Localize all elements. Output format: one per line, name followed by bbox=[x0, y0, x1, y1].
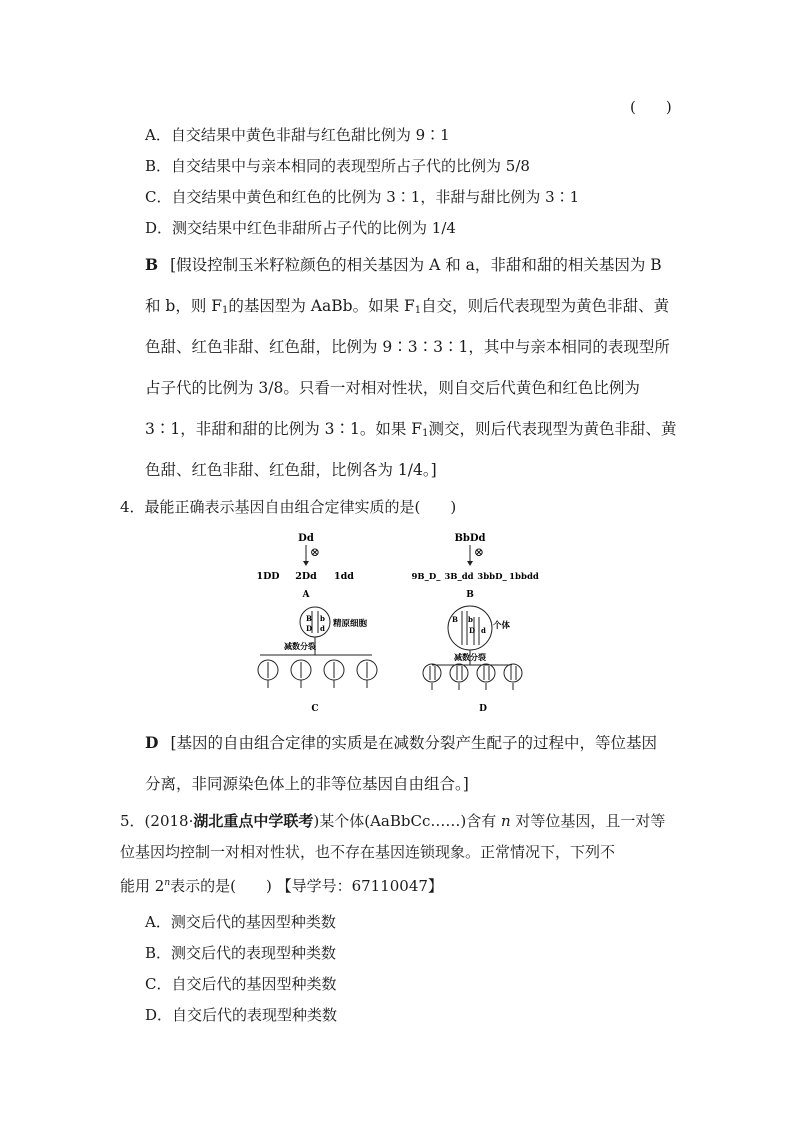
diagram-label: D bbox=[479, 704, 487, 714]
variable: n bbox=[500, 812, 511, 830]
q3-answer-letter: B bbox=[145, 255, 159, 274]
question-number: 4． bbox=[120, 498, 145, 516]
gene-label: d bbox=[320, 624, 325, 633]
option-letter: C． bbox=[145, 975, 172, 993]
spermatogonium-cell bbox=[300, 607, 330, 637]
gene-label: B bbox=[452, 615, 458, 624]
gamete-cell bbox=[504, 664, 522, 682]
diagram-a bbox=[256, 533, 354, 600]
option-text: 测交后代的表现型种类数 bbox=[171, 944, 337, 962]
option-text: 自交后代的表现型种类数 bbox=[172, 1006, 338, 1024]
superscript: n bbox=[164, 878, 171, 888]
explanation-text: 和 b，则 F bbox=[145, 297, 223, 315]
diagram-d bbox=[423, 606, 522, 714]
question-text: 表示的是( ) 【导学号：67110047】 bbox=[170, 877, 443, 895]
q3-explanation-line-1 bbox=[145, 255, 662, 275]
option-text: 自交后代的基因型种类数 bbox=[171, 975, 337, 993]
process-label: 减数分裂 bbox=[284, 641, 316, 651]
diagram-c bbox=[258, 607, 377, 714]
explanation-text: 3∶1，非甜和甜的比例为 3∶1。如果 F bbox=[145, 420, 423, 438]
q4-answer-letter: D bbox=[145, 733, 159, 752]
self-cross-symbol: ⊗ bbox=[309, 545, 321, 559]
subscript: 1 bbox=[414, 305, 422, 316]
option-text: 自交结果中与亲本相同的表现型所占子代的比例为 5/8 bbox=[171, 157, 530, 175]
gene-label: d bbox=[481, 626, 486, 635]
gene-label: D bbox=[306, 624, 313, 633]
gamete-cell bbox=[423, 664, 441, 682]
q3-explanation-line-5 bbox=[145, 419, 676, 444]
option-letter: B． bbox=[145, 944, 172, 962]
option-text: 测交后代的基因型种类数 bbox=[170, 913, 336, 931]
option-letter: C． bbox=[145, 188, 172, 206]
q5-option-c bbox=[145, 974, 337, 994]
q3-option-d bbox=[145, 218, 456, 238]
offspring-genotype: 9B_D_ bbox=[411, 572, 441, 582]
question-text: )某个体(AaBbCc……)含有 bbox=[313, 812, 501, 830]
parent-genotype: Dd bbox=[298, 533, 314, 544]
diagram-label: A bbox=[302, 590, 310, 600]
explanation-text: 的基因型为 AaBb。如果 F bbox=[228, 297, 415, 315]
explanation-text: 测交，则后代表现型为黄色非甜、黄 bbox=[428, 420, 677, 438]
gamete-cells-d bbox=[423, 664, 522, 690]
process-label: 减数分裂 bbox=[454, 652, 486, 662]
genetics-diagram bbox=[240, 525, 540, 720]
q5-stem-line-2: 位基因均控制一对相对性状，也不存在基因连锁现象。正常情况下，下列不 bbox=[120, 843, 616, 861]
gamete-cell bbox=[450, 664, 468, 682]
option-text: 自交结果中黄色和红色的比例为 3∶1，非甜与甜比例为 3∶1 bbox=[171, 188, 580, 206]
gene-label: B bbox=[306, 614, 312, 623]
gene-label: b bbox=[468, 615, 473, 624]
parent-genotype: BbDd bbox=[454, 533, 486, 544]
q5-option-b bbox=[145, 943, 336, 963]
option-text: 自交结果中黄色非甜与红色甜比例为 9∶1 bbox=[170, 126, 450, 144]
q4-stem bbox=[120, 497, 456, 517]
gamete-cell bbox=[477, 664, 495, 682]
explanation-text: [基因的自由组合定律的实质是在减数分裂产生配子的过程中，等位基因 bbox=[170, 734, 658, 752]
q3-explanation-line-2 bbox=[145, 296, 669, 321]
cell-label: 个体 bbox=[493, 621, 511, 631]
option-letter: A． bbox=[145, 913, 171, 931]
offspring-genotype: 2Dd bbox=[295, 571, 317, 582]
subscript: 1 bbox=[222, 305, 229, 316]
question-text: 最能正确表示基因自由组合定律实质的是( ) bbox=[144, 498, 457, 516]
explanation-text: [假设控制玉米籽粒颜色的相关基因为 A 和 a，非甜和甜的相关基因为 B bbox=[170, 256, 662, 274]
diagram-label: B bbox=[466, 590, 474, 600]
question-text: 对等位基因，且一对等 bbox=[510, 812, 666, 830]
q3-option-c bbox=[145, 187, 579, 207]
option-text: 测交结果中红色非甜所占子代的比例为 1/4 bbox=[172, 219, 456, 237]
explanation-text: 自交，则后代表现型为黄色非甜、黄 bbox=[421, 297, 670, 315]
q3-option-a bbox=[145, 125, 450, 145]
question-number: 5． bbox=[120, 812, 145, 830]
option-letter: D． bbox=[145, 219, 173, 237]
offspring-genotype: 1DD bbox=[256, 571, 280, 582]
offspring-genotype: 3B_dd bbox=[444, 572, 474, 582]
q4-explanation-line-1 bbox=[145, 733, 657, 753]
offspring-genotype: 1bbdd bbox=[509, 572, 539, 582]
q3-explanation-line-4: 占子代的比例为 3/8。只看一对相对性状，则自交后代黄色和红色比例为 bbox=[145, 379, 640, 397]
q3-explanation-line-3: 色甜、红色非甜、红色甜，比例为 9∶3∶3∶1，其中与亲本相同的表现型所 bbox=[145, 338, 670, 356]
gene-label: D bbox=[469, 626, 476, 635]
gene-label: b bbox=[320, 614, 325, 623]
diagram-label: C bbox=[311, 704, 319, 714]
q3-answer-bracket: ( ) bbox=[630, 98, 672, 116]
option-letter: A． bbox=[145, 126, 171, 144]
gamete-cells-c bbox=[258, 660, 377, 688]
diagram-b bbox=[412, 533, 539, 600]
q5-stem-line-1 bbox=[120, 811, 665, 831]
offspring-genotype: 3bbD_ bbox=[477, 572, 507, 582]
option-letter: D． bbox=[145, 1006, 173, 1024]
cell-label: 精原细胞 bbox=[333, 619, 368, 629]
q5-stem-line-3 bbox=[120, 873, 443, 896]
q5-option-a bbox=[145, 912, 336, 932]
question-text: 能用 2 bbox=[120, 877, 165, 895]
q5-option-d bbox=[145, 1005, 337, 1025]
question-source: 湖北重点中学联考 bbox=[193, 812, 314, 830]
question-text: (2018· bbox=[144, 812, 194, 830]
option-letter: B． bbox=[145, 157, 172, 175]
q4-figure bbox=[240, 525, 540, 720]
q4-explanation-line-2: 分离，非同源染色体上的非等位基因自由组合。] bbox=[145, 775, 469, 793]
subscript: 1 bbox=[422, 428, 429, 439]
q3-explanation-line-6: 色甜、红色非甜、红色甜，比例各为 1/4。] bbox=[145, 461, 437, 479]
offspring-genotype: 1dd bbox=[334, 571, 354, 582]
self-cross-symbol: ⊗ bbox=[473, 545, 485, 559]
q3-option-b bbox=[145, 156, 530, 176]
